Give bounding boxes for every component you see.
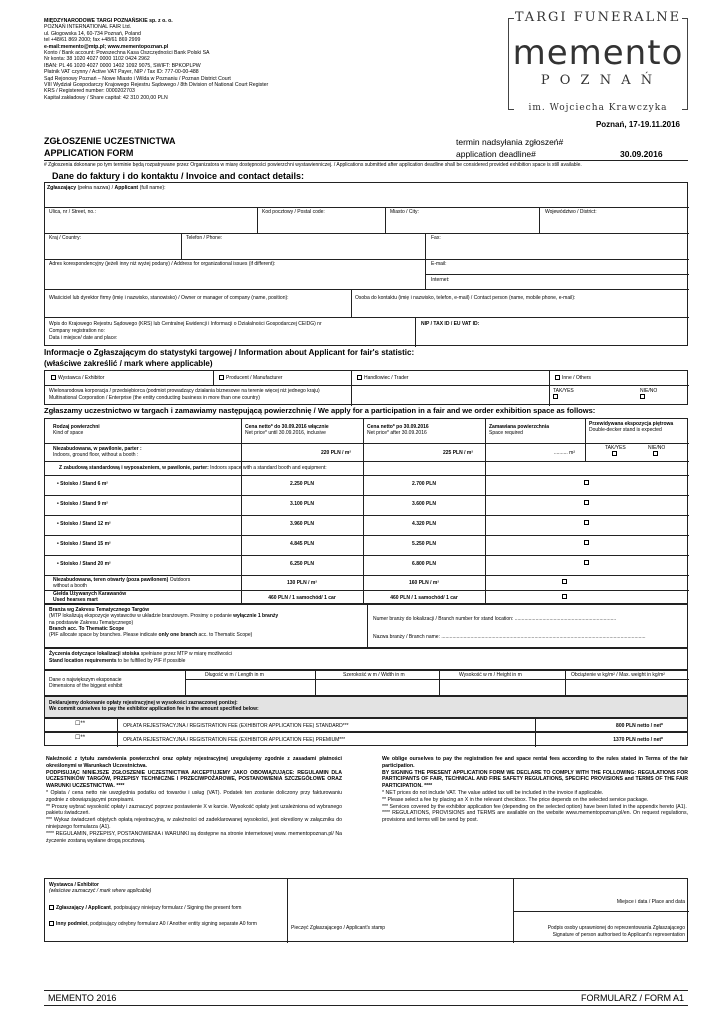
company-line: Płatnik VAT czynny / Active VAT Payer, NIP / Tax ID: 777-00-00-488 (44, 69, 199, 76)
stand-price-late: 5.250 PLN (412, 541, 436, 547)
internet-label: Internet: (431, 277, 450, 283)
company-line: IBAN: PL 46 1020 4027 0000 1402 1092 9075, SWIFT: BPKOPLPW (44, 62, 201, 69)
signature-box: Wystawca / Exhibitor (właściwe zaznaczyć / mark where applicable) Zgłaszający / Applicant, podpisujący niniejszy formularz / Signing the present form Inny podmiot, podpisujący odrębny formularz A0 / Another entity signing separate A0 form Pieczęć Zgłaszającego / Applicant's stamp Miejsce i data / Place and data Podpis osoby uprawnionej do reprezentowania Zgłaszającego Signature of person authorised to Applicant's representation (44, 878, 688, 942)
stand-price-late: 3.600 PLN (412, 501, 436, 507)
deadline-date: 30.09.2016 (620, 149, 663, 159)
stand-price-early: 3.100 PLN (290, 501, 314, 507)
fax-label: Fax: (431, 235, 441, 241)
city-label: Miasto / City: (390, 209, 419, 215)
registry-label: Wpis do Krajowego Rejestru Sądowego (KRS) lub Centralnej Ewidencji i Informacji o Działalności Gospodarczej CEIDG) nr (49, 321, 322, 327)
email-label: E-mail: (431, 261, 447, 267)
terms-en: We oblige ourselves to pay the registration fee and space rental fees according to the rules stated in Terms of the fair participation. BY SIGNING THE PRESENT APPLICATION FORM WE DECLARE TO COMPLY WITH THE FOLLOWING: REGULATIONS FOR PARTICIPANTS OF FAIR, TECHNICAL AND FIRE SAFETY REGULATIONS, SPECIFIC PROVISIONS and TERMS OF THE FAIR PARTICIPATION. **** * NET prices do not include VAT. The value added tax will be included in the invoice if applicable. ** Please select a fee by placing an X in the relevant checkbox. The price depends on the selected service package. *** Services covered by the exhibitor application fee (depending on the selected option) have been listed in the appendix hereto (A1). **** REGULATIONS, PROVISIONS and TERMS are available on the website www.mementopoznan.pl/en. On request regulations, provisions and terms will be send by post. (382, 756, 688, 824)
stand-row[interactable] (45, 515, 689, 535)
stand-check[interactable] (485, 480, 689, 486)
province-label: Województwo / District: (545, 209, 597, 215)
space-heading: Zgłaszamy uczestnictwo w targach i zamawiamy następującą powierzchnię / We apply for a participation in a fair and we order exhibition space as follows: (44, 406, 596, 415)
branch-box: Branża wg Zakresu Tematycznego Targów (MTP lokalizują ekspozycje wystawców w układzie branżowym. Prosimy o podanie wyłącznie 1 branży na podstawie Zakresu Tematycznego) Branch acc. To Thematic Scope (PIF allocate space by branches. Please indicate only one branch acc. to Thematic Scope) Numer branży do lokalizacji / Branch number for stand location: ......................................................................... Nazwa branży / Branch name: ................................................................................................................................................... (44, 604, 688, 648)
stand-row[interactable] (45, 475, 689, 495)
multi-yes[interactable]: TAK/YES (553, 388, 574, 401)
company-line: Kapitał zakładowy / Share capital: 42 310 200,00 PLN (44, 94, 168, 101)
company-line: KRS / Registered number: 0000202703 (44, 88, 135, 95)
space-table: Rodzaj powierzchni Kind of space Cena netto* do 30.09.2016 włącznie Net price* until 30.09.2016, inclusive Cena netto* po 30.09.2016 Net price* after 30.09.2016 Zamawiana powierzchnia Space required Przewidywana ekspozycja piętrowa Double-decker stand is expected Niezabudowana, w pawilonie, parter : Indoors, ground floor, without a booth : 220 PLN / m² 225 PLN / m² .......... m² TAK/YES NIE/NO Z zabudową standardową i wyposażeniem, w pawilonie, parter: Indoors space with a standard booth and equipment: • Stoisko / Stand 6 m² 2.250 PLN 2.700 PLN • Stoisko / Stand 9 m² 3.100 PLN 3.600 PLN • Stoisko / Stand 12 m² 3.960 PLN 4.320 PLN • Stoisko / Stand 15 m² 4.845 PLN 5.250 PLN • Stoisko / Stand 20 m² 6.250 PLN 6.800 PLN Niezabudowana, teren otwarty (poza pawilonem) Outdoors without a booth 130 PLN / m² 160 PLN / m² Giełda Używanych Karawanów Used hearses mart 460 PLN / 1 samochód/ 1 car 460 PLN / 1 samochód/ 1 car (44, 418, 688, 604)
branch-name[interactable]: Nazwa branży / Branch name: ................................................................................................................................................... (373, 634, 646, 640)
form-title-en: APPLICATION FORM (44, 148, 134, 158)
phone-label: Telefon / Phone: (186, 235, 223, 241)
logo-sub: im. Wojciecha Krawczyka (514, 103, 682, 114)
postcode-label: Kod pocztowy / Postal code: (262, 209, 325, 215)
opt-applicant[interactable]: Zgłaszający / Applicant, podpisujący niniejszy formularz / Signing the present form (49, 905, 241, 911)
company-line: tel +48/61 869 2000; fax +48/61 869 2999 (44, 37, 141, 44)
stats-heading-sub: (właściwe zakreślić / mark where applicable) (44, 359, 213, 368)
country-label: Kraj / Country: (49, 235, 81, 241)
contact-label: Osoba do kontaktu (imię i nazwisko, telefon, e-mail) / Contact person (name, mobile phone, e-mail): (355, 295, 576, 301)
stand-price-early: 6.250 PLN (290, 561, 314, 567)
event-date: Poznań, 17-19.11.2016 (595, 120, 680, 129)
deadline-note: # Zgłoszenia dokonane po tym terminie będą rozpatrywane przez Organizatora w miarę dostępności powierzchni wystawienniczej. / Applications submitted after application deadline shall be considered provided exhibition space is still available. (44, 162, 582, 168)
footer-left: MEMENTO 2016 (48, 993, 117, 1003)
stats-heading: Informacje o Zgłaszającym do statystyki targowej / Information about Applicant for fair's statistic: (44, 348, 415, 357)
logo (508, 6, 688, 114)
stand-price-early: 3.960 PLN (290, 521, 314, 527)
company-line: VIII Wydział Gospodarczy Krajowego Rejestru Sądowego / 8th Division of National Court Register (44, 82, 269, 89)
company-line: Nr konta: 38 1020 4027 0000 1102 0424 2962 (44, 56, 150, 63)
opt-others[interactable]: Inne / Others (555, 375, 591, 381)
stand-price-late: 4.320 PLN (412, 521, 436, 527)
stand-label: • Stoisko / Stand 15 m² (57, 541, 111, 547)
nip-label: NIP / TAX ID / EU VAT ID: (421, 321, 480, 327)
opt-exhibitor[interactable]: Wystawca / Exhibitor (51, 375, 104, 381)
invoice-heading: Dane do faktury i do kontaktu / Invoice and contact details: (52, 171, 305, 181)
stand-check[interactable] (485, 540, 689, 546)
stand-label: • Stoisko / Stand 20 m² (57, 561, 111, 567)
multi-no[interactable]: NIE/NO (640, 388, 657, 401)
opt-other-entity[interactable]: Inny podmiot, podpisujący odrębny formularz A0 / Another entity signing separate A0 form (49, 921, 257, 927)
fee-heading: Deklarujemy dokonanie opłaty rejestracyjnej w wysokości zaznaczonej poniżej: We commit ourselves to pay the exhibitor application fee in the amount specified below: (44, 696, 688, 718)
stamp-label: Pieczęć Zgłaszającego / Applicant's stamp (291, 925, 386, 931)
opt-manufacturer[interactable]: Producent / Manufacturer (219, 375, 282, 381)
form-title-pl: ZGŁOSZENIE UCZESTNICTWA (44, 136, 176, 146)
stand-label: • Stoisko / Stand 12 m² (57, 521, 111, 527)
company-info (44, 18, 374, 101)
dimensions-box: Dane o największym eksponacie Dimensions of the biggest exhibit Długość w m / Length in m Szerokość w m / Width in m Wysokość w m / Height in m Obciążenie w kg/m² / Max. weight in kg/m² (44, 670, 688, 696)
stand-row[interactable] (45, 555, 689, 575)
hearse-check[interactable] (485, 594, 645, 600)
corr-address-label: Adres korespondencyjny (jeżeli inny niż wyżej podany) / Address for organizational issues (if different): (49, 261, 276, 267)
stand-label: • Stoisko / Stand 6 m² (57, 481, 108, 487)
stand-row[interactable] (45, 495, 689, 515)
stand-price-late: 2.700 PLN (412, 481, 436, 487)
decker-no[interactable]: NIE/NO (648, 445, 665, 458)
terms-pl: Należność z tytułu zamówienia powierzchni oraz opłaty rejestracyjnej uregulujemy zgodnie z zasadami płatności określonymi w Warunkach Uczestnictwa. PODPISUJĄC NINIEJSZE ZGŁOSZENIE UCZESTNICTWA AKCEPTUJEMY JAKO OBOWIĄZUJĄCE: REGULAMIN DLA UCZESTNIKÓW TARGÓW, PRZEPISY TECHNICZNE I PRZECIWPOŻAROWE, POSTANOWIENIA SZCZEGÓŁOWE ORAZ WARUNKI UCZESTNICTWA. **** * Opłata / cena netto nie uwzględnia podatku od towarów i usług (VAT). Podatek ten zostanie doliczony przy fakturowaniu zgodnie z obowiązującymi przepisami. ** Proszę wybrać wysokość opłaty i zaznaczyć poprzez postawienie X w karcie. Wysokość opłaty jest uzależniona od wybranego pakietu świadczeń. *** Wykaz świadczeń objętych opłatą rejestracyjną, w zależności od zadeklarowanej wysokości, jest określony w załączniku do niniejszego formularza (A1). **** REGULAMIN, PRZEPISY, POSTANOWIENIA i WARUNKI są dostępne na stronie internetowej www. mementopoznan.pl/ Na życzenie zostaną wysłane drogą pocztową. (46, 756, 342, 844)
stand-price-early: 2.250 PLN (290, 481, 314, 487)
footer-right: FORMULARZ / FORM A1 (580, 993, 684, 1003)
deadline-en: application deadline# (456, 149, 536, 159)
branch-number[interactable]: Numer branży do lokalizacji / Branch number for stand location: ......................................................................... (373, 616, 617, 622)
fee-row[interactable]: ☐** OPŁATA REJESTRACYJNA / REGISTRATION FEE (EXHIBITOR APPLICATION FEE) STANDARD*** 800 PLN netto / net* (44, 718, 688, 732)
unbuilt-required[interactable]: .......... m² (553, 450, 575, 456)
company-line: e-mail:memento@mtp.pl; www.mementopoznan.pl (44, 43, 169, 50)
company-line: MIĘDZYNARODOWE TARGI POZNAŃSKIE sp. z o. o. (44, 18, 173, 24)
company-line: Sąd Rejonowy Poznań – Nowe Miasto i Wilda w Poznaniu / Poznan District Court (44, 75, 231, 82)
opt-trader[interactable]: Handlowiec / Trader (357, 375, 408, 381)
company-line: Konto / Bank account: Powszechna Kasa Oszczędności Bank Polski SA (44, 50, 210, 57)
multinational-en: Multinational Corporation / Enterprise (the entity conducting business in more than one country) (49, 395, 260, 401)
stand-row[interactable] (45, 535, 689, 555)
stand-price-late: 6.800 PLN (412, 561, 436, 567)
stand-check[interactable] (485, 520, 689, 526)
col-kind-pl: Rodzaj powierzchni (53, 424, 100, 430)
fee-row[interactable]: ☐** OPŁATA REJESTRACYJNA / REGISTRATION FEE (EXHIBITOR APPLICATION FEE) PREMIUM*** 1370 PLN netto / net* (44, 732, 688, 746)
stand-label: • Stoisko / Stand 9 m² (57, 501, 108, 507)
logo-top: TARGI FUNERALNE (514, 10, 682, 25)
outdoor-check[interactable] (485, 579, 645, 585)
company-line: POZNAŃ INTERNATIONAL FAIR Ltd. (44, 24, 132, 31)
company-reg-label: Company registration no: (49, 328, 105, 334)
decker-yes[interactable]: TAK/YES (605, 445, 626, 458)
stand-check[interactable] (485, 500, 689, 506)
street-label: Ulica, nr / Street, no.: (49, 209, 96, 215)
owner-label: Właściciel lub dyrektor firmy (imię i nazwisko, stanowisko) / Owner or manager of company (name, position): (49, 295, 289, 301)
deadline-pl: termin nadsyłania zgłoszeń# (456, 137, 564, 147)
location-box[interactable]: Życzenia dotyczące lokalizacji stoiska spełniane przez MTP w miarę możliwości Stand location requirements to be fulfilled by PIF if possible (44, 648, 688, 670)
stand-check[interactable] (485, 560, 689, 566)
reg-date-label: Data i miejsce/ date and place: (49, 335, 118, 341)
stats-grid (44, 370, 688, 405)
company-line: ul. Głogowska 14, 60-734 Poznań, Poland (44, 30, 141, 37)
logo-city: P O Z N A Ń (540, 73, 656, 88)
stand-price-early: 4.845 PLN (290, 541, 314, 547)
invoice-grid: Zgłaszający (pełna nazwa) / Applicant (full name): Ulica, nr / Street, no.: Kod pocztowy / Postal code: Miasto / City: Województwo / District: Kraj / Country: Telefon / Phone: Fax: Adres korespondencyjny (jeżeli inny niż wyżej podany) / Address for organizational issues (if different): E-mail: Internet: Właściciel lub dyrektor firmy (imię i nazwisko, stanowisko) / Owner or manager of company (name, position): Osoba do kontaktu (imię i nazwisko, telefon, e-mail) / Contact person (name, mobile phone, e-mail): Wpis do Krajowego Rejestru Sądowego (KRS) lub Centralnej Ewidencji i Informacji o Działalności Gospodarczej CEIDG) nr Company registration no: Data i miejsce/ date and place: NIP / TAX ID / EU VAT ID: (44, 182, 688, 346)
logo-main: memento (512, 33, 684, 73)
multinational-pl: Wielonarodowa korporacja / przedsiębiorca (podmiot prowadzący działania biznesowe na terenie więcej niż jednego kraju) (49, 388, 320, 394)
